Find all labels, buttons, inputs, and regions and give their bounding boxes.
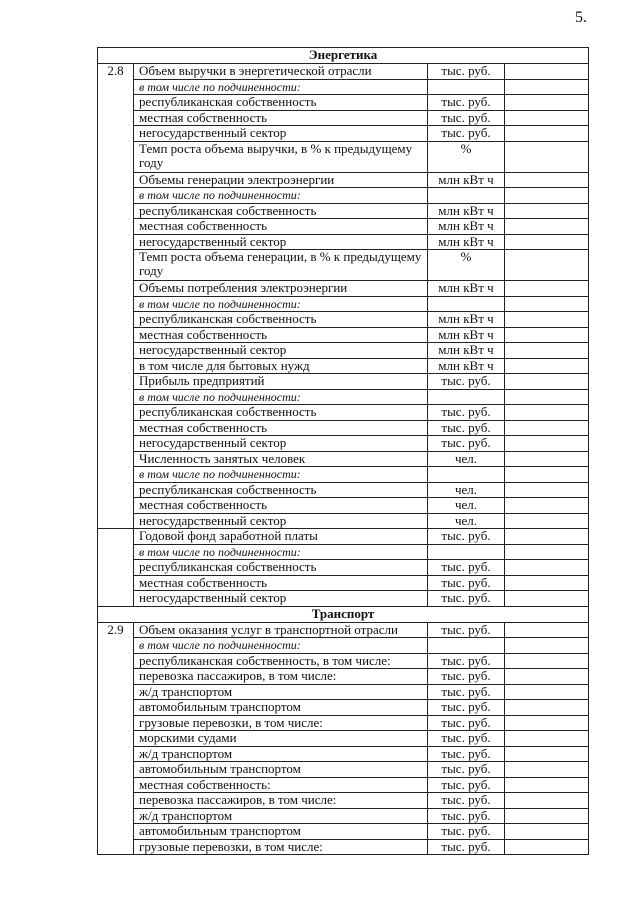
row-number-cell (98, 203, 134, 219)
value-cell (505, 777, 589, 793)
row-number-cell (98, 343, 134, 359)
unit-cell: тыс. руб. (428, 746, 505, 762)
value-cell (505, 327, 589, 343)
subheading-label: в том числе по подчиненности: (134, 389, 428, 405)
table-row (98, 529, 589, 545)
unit-cell: тыс. руб. (428, 839, 505, 855)
unit-cell (428, 79, 505, 95)
unit-cell: млн кВт ч (428, 343, 505, 359)
value-cell (505, 808, 589, 824)
section-title: Транспорт (98, 606, 589, 622)
unit-cell: тыс. руб. (428, 529, 505, 545)
value-cell (505, 343, 589, 359)
table-row (98, 638, 589, 654)
unit-cell: млн кВт ч (428, 172, 505, 188)
unit-cell: млн кВт ч (428, 281, 505, 297)
table-row (98, 250, 589, 281)
unit-cell: тыс. руб. (428, 420, 505, 436)
row-number-cell (98, 746, 134, 762)
table-row (98, 188, 589, 204)
unit-cell: млн кВт ч (428, 327, 505, 343)
row-number-cell (98, 374, 134, 390)
table-row (98, 234, 589, 250)
indicator-label: местная собственность (134, 575, 428, 591)
table-row (98, 482, 589, 498)
value-cell (505, 467, 589, 483)
value-cell (505, 234, 589, 250)
subheading-label: в том числе по подчиненности: (134, 296, 428, 312)
unit-cell: тыс. руб. (428, 762, 505, 778)
table-row (98, 591, 589, 607)
table-row (98, 281, 589, 297)
unit-cell: млн кВт ч (428, 234, 505, 250)
unit-cell (428, 188, 505, 204)
table-row (98, 219, 589, 235)
unit-cell: млн кВт ч (428, 203, 505, 219)
unit-cell: тыс. руб. (428, 653, 505, 669)
table-row (98, 498, 589, 514)
row-number-cell (98, 808, 134, 824)
row-number-cell (98, 95, 134, 111)
indicator-label: Объемы потребления электроэнергии (134, 281, 428, 297)
indicator-label: местная собственность (134, 219, 428, 235)
table-row (98, 95, 589, 111)
indicator-label: республиканская собственность (134, 95, 428, 111)
row-number-cell (98, 638, 134, 654)
unit-cell: тыс. руб. (428, 436, 505, 452)
unit-cell: тыс. руб. (428, 560, 505, 576)
indicator-label: Объем оказания услуг в транспортной отрасли (134, 622, 428, 638)
row-number-cell (98, 715, 134, 731)
indicator-label: республиканская собственность, в том числе: (134, 653, 428, 669)
unit-cell: чел. (428, 451, 505, 467)
unit-cell: % (428, 250, 505, 281)
unit-cell (428, 544, 505, 560)
row-number-cell (98, 824, 134, 840)
row-number-cell (98, 653, 134, 669)
subheading-label: в том числе по подчиненности: (134, 79, 428, 95)
unit-cell: млн кВт ч (428, 358, 505, 374)
row-number-cell (98, 405, 134, 421)
unit-cell: тыс. руб. (428, 669, 505, 685)
value-cell (505, 544, 589, 560)
row-number-cell (98, 234, 134, 250)
value-cell (505, 126, 589, 142)
row-number-cell (98, 684, 134, 700)
row-number-cell (98, 281, 134, 297)
value-cell (505, 700, 589, 716)
unit-cell: тыс. руб. (428, 126, 505, 142)
indicators-table (97, 47, 589, 855)
row-number-cell (98, 436, 134, 452)
section-header (98, 606, 589, 622)
value-cell (505, 110, 589, 126)
table-row (98, 684, 589, 700)
value-cell (505, 746, 589, 762)
indicator-label: негосударственный сектор (134, 343, 428, 359)
table-row (98, 312, 589, 328)
row-number-cell (98, 513, 134, 529)
value-cell (505, 824, 589, 840)
indicator-label: автомобильным транспортом (134, 700, 428, 716)
row-number-cell (98, 498, 134, 514)
table-row (98, 746, 589, 762)
unit-cell: тыс. руб. (428, 95, 505, 111)
value-cell (505, 141, 589, 172)
unit-cell (428, 389, 505, 405)
row-number-cell (98, 793, 134, 809)
value-cell (505, 575, 589, 591)
value-cell (505, 482, 589, 498)
value-cell (505, 188, 589, 204)
unit-cell: тыс. руб. (428, 777, 505, 793)
indicator-label: Темп роста объема выручки, в % к предыдущему году (134, 141, 428, 172)
row-number-cell (98, 79, 134, 95)
table-row (98, 839, 589, 855)
value-cell (505, 219, 589, 235)
indicator-label: негосударственный сектор (134, 126, 428, 142)
value-cell (505, 498, 589, 514)
row-number-cell: 2.8 (98, 64, 134, 80)
row-number-cell (98, 700, 134, 716)
table-row (98, 327, 589, 343)
unit-cell (428, 467, 505, 483)
row-number-cell (98, 467, 134, 483)
indicator-label: перевозка пассажиров, в том числе: (134, 669, 428, 685)
indicator-label: негосударственный сектор (134, 591, 428, 607)
row-number-cell (98, 482, 134, 498)
row-number-cell: 2.9 (98, 622, 134, 638)
row-number-cell (98, 529, 134, 545)
indicator-label: Объем выручки в энергетической отрасли (134, 64, 428, 80)
indicator-label: грузовые перевозки, в том числе: (134, 839, 428, 855)
indicator-label: негосударственный сектор (134, 513, 428, 529)
unit-cell: млн кВт ч (428, 312, 505, 328)
value-cell (505, 653, 589, 669)
indicator-label: республиканская собственность (134, 203, 428, 219)
indicator-label: морскими судами (134, 731, 428, 747)
indicator-label: ж/д транспортом (134, 684, 428, 700)
value-cell (505, 560, 589, 576)
table-row (98, 467, 589, 483)
section-header (98, 48, 589, 64)
row-number-cell (98, 731, 134, 747)
value-cell (505, 451, 589, 467)
table-row (98, 374, 589, 390)
table-row (98, 669, 589, 685)
row-number-cell (98, 575, 134, 591)
table-row (98, 777, 589, 793)
table-row (98, 808, 589, 824)
row-number-cell (98, 420, 134, 436)
page-number: 5. (575, 9, 587, 26)
row-number-cell (98, 126, 134, 142)
value-cell (505, 762, 589, 778)
value-cell (505, 64, 589, 80)
value-cell (505, 436, 589, 452)
indicator-label: автомобильным транспортом (134, 824, 428, 840)
table-row (98, 715, 589, 731)
indicator-label: местная собственность (134, 498, 428, 514)
row-number-cell (98, 141, 134, 172)
unit-cell: % (428, 141, 505, 172)
table-row (98, 622, 589, 638)
table-row (98, 79, 589, 95)
row-number-cell (98, 327, 134, 343)
table-row (98, 762, 589, 778)
row-number-cell (98, 560, 134, 576)
row-number-cell (98, 451, 134, 467)
value-cell (505, 622, 589, 638)
unit-cell: млн кВт ч (428, 219, 505, 235)
unit-cell: тыс. руб. (428, 110, 505, 126)
indicator-label: местная собственность (134, 110, 428, 126)
row-number-cell (98, 669, 134, 685)
unit-cell: тыс. руб. (428, 64, 505, 80)
indicator-label: Численность занятых человек (134, 451, 428, 467)
indicator-label: негосударственный сектор (134, 234, 428, 250)
unit-cell (428, 296, 505, 312)
unit-cell: тыс. руб. (428, 405, 505, 421)
value-cell (505, 638, 589, 654)
unit-cell: тыс. руб. (428, 374, 505, 390)
table-row (98, 451, 589, 467)
table-row (98, 560, 589, 576)
unit-cell: тыс. руб. (428, 731, 505, 747)
indicator-label: местная собственность (134, 327, 428, 343)
value-cell (505, 529, 589, 545)
value-cell (505, 839, 589, 855)
table-row (98, 343, 589, 359)
table-row (98, 110, 589, 126)
value-cell (505, 669, 589, 685)
table-row (98, 405, 589, 421)
indicator-label: местная собственность (134, 420, 428, 436)
value-cell (505, 250, 589, 281)
value-cell (505, 715, 589, 731)
value-cell (505, 95, 589, 111)
value-cell (505, 389, 589, 405)
unit-cell: чел. (428, 482, 505, 498)
table-row (98, 793, 589, 809)
indicator-label: негосударственный сектор (134, 436, 428, 452)
table-row (98, 64, 589, 80)
table-row (98, 389, 589, 405)
indicator-label: Годовой фонд заработной платы (134, 529, 428, 545)
indicator-label: Прибыль предприятий (134, 374, 428, 390)
unit-cell: тыс. руб. (428, 591, 505, 607)
table-row (98, 172, 589, 188)
indicator-label: автомобильным транспортом (134, 762, 428, 778)
indicator-label: Темп роста объема генерации, в % к предыдущему году (134, 250, 428, 281)
indicator-label: местная собственность: (134, 777, 428, 793)
indicator-label: республиканская собственность (134, 482, 428, 498)
value-cell (505, 420, 589, 436)
table-row (98, 544, 589, 560)
table-row (98, 203, 589, 219)
table-row (98, 420, 589, 436)
row-number-cell (98, 312, 134, 328)
subheading-label: в том числе по подчиненности: (134, 544, 428, 560)
unit-cell: тыс. руб. (428, 684, 505, 700)
row-number-cell (98, 188, 134, 204)
value-cell (505, 731, 589, 747)
unit-cell: тыс. руб. (428, 793, 505, 809)
table-row (98, 358, 589, 374)
indicator-label: республиканская собственность (134, 560, 428, 576)
value-cell (505, 172, 589, 188)
unit-cell: тыс. руб. (428, 715, 505, 731)
indicator-label: грузовые перевозки, в том числе: (134, 715, 428, 731)
indicator-label: республиканская собственность (134, 405, 428, 421)
value-cell (505, 79, 589, 95)
row-number-cell (98, 777, 134, 793)
indicator-label: перевозка пассажиров, в том числе: (134, 793, 428, 809)
table-row (98, 575, 589, 591)
row-number-cell (98, 250, 134, 281)
table-row (98, 731, 589, 747)
table-row (98, 296, 589, 312)
row-number-cell (98, 219, 134, 235)
value-cell (505, 203, 589, 219)
table-row (98, 653, 589, 669)
unit-cell (428, 638, 505, 654)
table-row (98, 824, 589, 840)
unit-cell: тыс. руб. (428, 575, 505, 591)
indicator-label: республиканская собственность (134, 312, 428, 328)
row-number-cell (98, 762, 134, 778)
section-title: Энергетика (98, 48, 589, 64)
row-number-cell (98, 296, 134, 312)
indicator-label: ж/д транспортом (134, 808, 428, 824)
value-cell (505, 358, 589, 374)
subheading-label: в том числе по подчиненности: (134, 188, 428, 204)
value-cell (505, 281, 589, 297)
value-cell (505, 405, 589, 421)
unit-cell: чел. (428, 498, 505, 514)
unit-cell: тыс. руб. (428, 824, 505, 840)
value-cell (505, 793, 589, 809)
row-number-cell (98, 110, 134, 126)
indicator-label: ж/д транспортом (134, 746, 428, 762)
row-number-cell (98, 544, 134, 560)
indicator-label: в том числе для бытовых нужд (134, 358, 428, 374)
table-row (98, 700, 589, 716)
value-cell (505, 684, 589, 700)
row-number-cell (98, 172, 134, 188)
unit-cell: тыс. руб. (428, 700, 505, 716)
unit-cell: тыс. руб. (428, 622, 505, 638)
value-cell (505, 296, 589, 312)
value-cell (505, 374, 589, 390)
unit-cell: тыс. руб. (428, 808, 505, 824)
indicator-label: Объемы генерации электроэнергии (134, 172, 428, 188)
table-row (98, 126, 589, 142)
table-row (98, 436, 589, 452)
subheading-label: в том числе по подчиненности: (134, 638, 428, 654)
row-number-cell (98, 839, 134, 855)
row-number-cell (98, 389, 134, 405)
unit-cell: чел. (428, 513, 505, 529)
subheading-label: в том числе по подчиненности: (134, 467, 428, 483)
table-row (98, 513, 589, 529)
value-cell (505, 591, 589, 607)
row-number-cell (98, 358, 134, 374)
value-cell (505, 312, 589, 328)
value-cell (505, 513, 589, 529)
row-number-cell (98, 591, 134, 607)
table-row (98, 141, 589, 172)
